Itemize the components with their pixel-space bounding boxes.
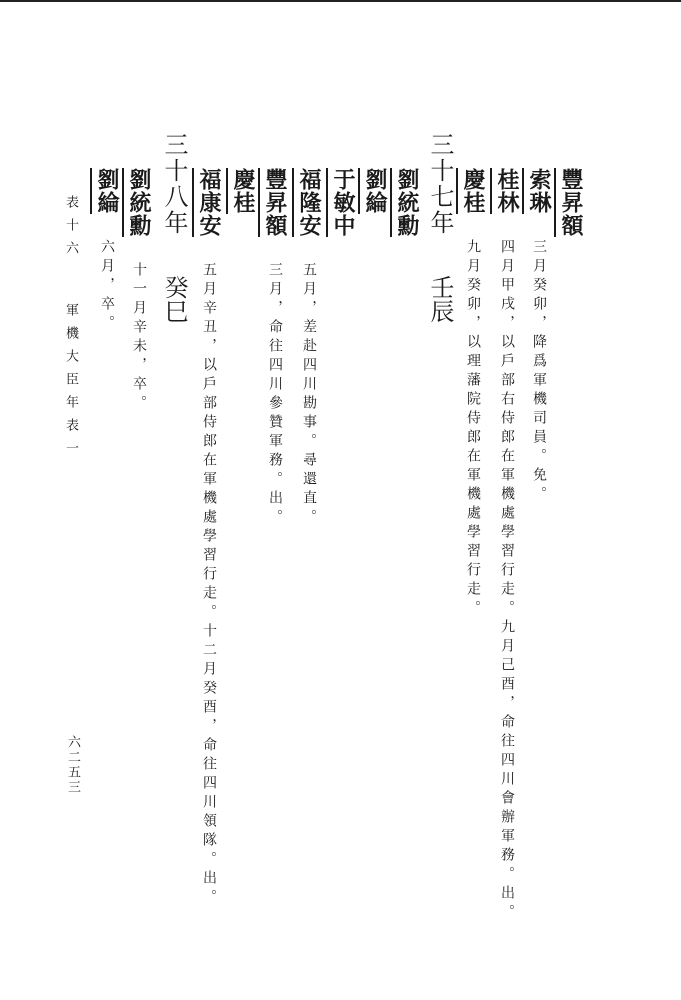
entry-column	[298, 168, 320, 528]
entry-text: 十一月辛未，卒。	[131, 262, 147, 414]
official-name: 劉統勳	[122, 168, 152, 237]
official-name: 劉綸	[358, 168, 388, 214]
official-name: 索琳	[522, 168, 552, 214]
entry-column	[198, 168, 220, 908]
year-label: 三十八年	[160, 132, 188, 236]
official-name: 慶桂	[226, 168, 256, 214]
entry-column	[560, 168, 582, 237]
entry-column	[264, 168, 286, 528]
entry-column	[232, 168, 254, 214]
entry-column	[496, 168, 518, 923]
official-name: 豐昇額	[258, 168, 288, 237]
page-number-text: 六二五三	[65, 735, 80, 795]
year-heading	[428, 132, 452, 323]
entry-column	[128, 168, 150, 414]
year-label: 三十七年	[426, 132, 454, 236]
entry-column	[396, 168, 418, 237]
entry-text: 五月，差赴四川勘事。尋還直。	[301, 262, 317, 528]
page-number	[64, 735, 80, 795]
entry-text: 五月辛丑，以戶部侍郎在軍機處學習行走。十二月癸酉，命往四川領隊。出。	[201, 262, 217, 908]
table-title: 軍機大臣年表一	[63, 303, 78, 464]
official-name: 福康安	[192, 168, 222, 237]
year-heading	[162, 132, 186, 323]
ganzhi-label: 癸巳	[160, 275, 188, 323]
table-number: 表十六	[63, 195, 78, 264]
official-name: 福隆安	[292, 168, 322, 237]
entry-text: 六月，卒。	[99, 239, 115, 334]
ganzhi-label: 壬辰	[426, 275, 454, 323]
official-name: 桂林	[490, 168, 520, 214]
entry-column	[96, 168, 118, 334]
scan-edge	[0, 0, 681, 2]
running-head	[62, 195, 78, 464]
entry-text: 九月癸卯，以理藩院侍郎在軍機處學習行走。	[465, 239, 481, 619]
official-name: 劉統勳	[390, 168, 420, 237]
entry-column	[364, 168, 386, 214]
official-name: 劉綸	[90, 168, 120, 214]
entry-column	[462, 168, 484, 619]
entry-text: 四月甲戌，以戶部右侍郎在軍機處學習行走。九月己酉，命往四川會辦軍務。出。	[499, 239, 515, 923]
official-name: 慶桂	[456, 168, 486, 214]
entry-column	[528, 168, 550, 505]
official-name: 豐昇額	[554, 168, 584, 237]
entry-column	[332, 168, 354, 237]
entry-text: 三月，命往四川參贊軍務。出。	[267, 262, 283, 528]
official-name: 于敏中	[326, 168, 356, 237]
entry-text: 三月癸卯，降爲軍機司員。免。	[531, 239, 547, 505]
